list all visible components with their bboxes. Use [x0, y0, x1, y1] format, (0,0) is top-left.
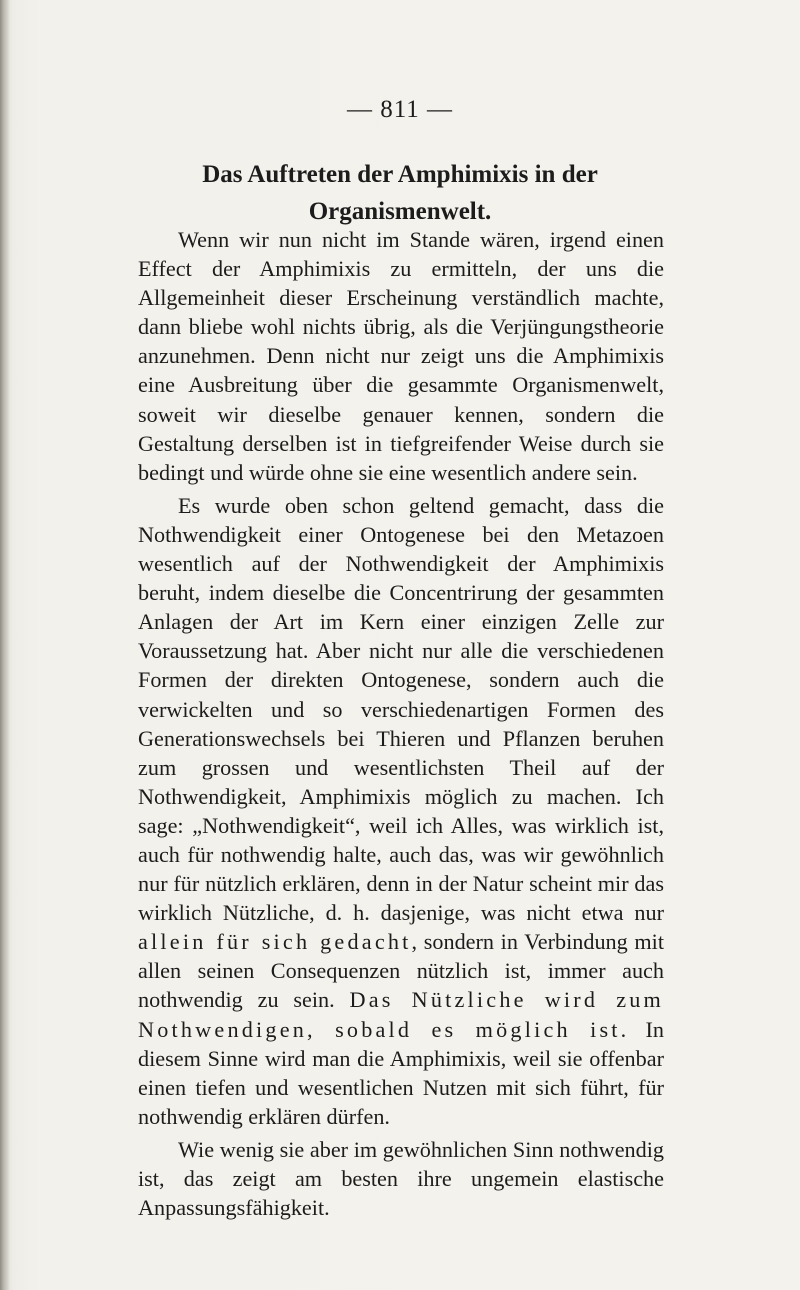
section-title — [130, 156, 670, 230]
page-gutter-shadow — [0, 0, 10, 1290]
paragraph-1: Wenn wir nun nicht im Stande wären, irgend einen Effect der Amphimixis zu ermitteln, der uns die Allgemeinheit dieser Erscheinung verständlich machte, dann bliebe wohl nichts übrig, als die Verjüngungstheorie anzunehmen. Denn nicht nur zeigt uns die Amphimixis eine Ausbreitung über die gesammte Organismenwelt, soweit wir dieselbe genauer kennen, sondern die Gestaltung derselben ist in tiefgreifender Weise durch sie bedingt und würde ohne sie eine wesentlich andere sein. — [138, 227, 664, 485]
paragraph-2 — [138, 491, 664, 1131]
paragraph-2-part-3: In diesem Sinne wird man die Amphimixis, weil sie offenbar einen tiefen und wesentlichen Nutzen mit sich führt, für nothwendig erklären dürfen. — [138, 1016, 664, 1129]
section-title-line-1: Das Auftreten der Amphimixis in der — [202, 161, 598, 188]
page-number: — 811 — — [346, 96, 454, 123]
emphasis-das-nuetzliche: Das Nützliche wird zum Nothwendigen, sobald es möglich ist. — [138, 987, 664, 1042]
body-text — [138, 225, 664, 1222]
paragraph-2-part-2: , sondern in Verbindung mit allen seinen Consequenzen nützlich ist, immer auch nothwendig zu sein. — [138, 929, 665, 1013]
paragraph-3: Wie wenig sie aber im gewöhnlichen Sinn nothwendig ist, das zeigt am besten ihre ungemein elastische Anpassungsfähigkeit. — [138, 1136, 664, 1221]
section-title-line-2: Organismenwelt. — [308, 198, 492, 225]
emphasis-allein-fuer-sich-gedacht: allein für sich gedacht — [138, 929, 412, 955]
paragraph-2-part-1: Es wurde oben schon geltend gemacht, dass die Nothwendigkeit einer Ontogenese bei den Metazoen wesentlich auf der Nothwendigkeit der Amphimixis beruht, indem dieselbe die Concentrirung der gesammten Anlagen der Art im Kern einer einzigen Zelle zur Voraussetzung hat. Aber nicht nur alle die verschiedenen Formen der direkten Ontogenese, sondern auch die verwickelten und so verschiedenartigen Formen des Generationswechsels bei Thieren und Pflanzen beruhen zum grossen und wesentlichsten Theil auf der Nothwendigkeit, Amphimixis möglich zu machen. Ich sage: „Nothwendigkeit“, weil ich Alles, was wirklich ist, auch für nothwendig halte, auch das, was wir gewöhnlich nur für nützlich erklären, denn in der Natur scheint mir das wirklich Nützliche, d. h. dasjenige, was nicht etwa nur — [138, 492, 664, 926]
